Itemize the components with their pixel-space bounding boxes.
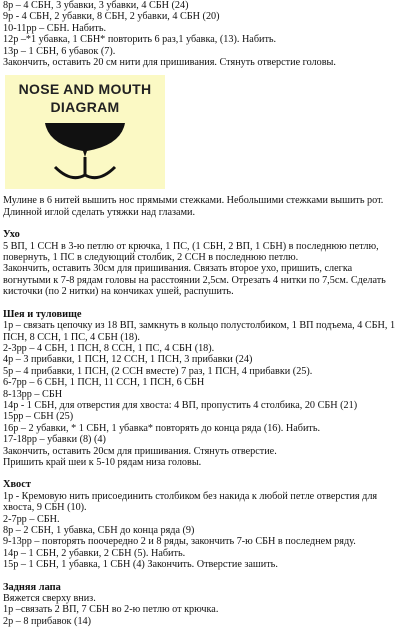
text-line: 14р – 1 СБН, 2 убавки, 2 СБН (5). Набить.	[3, 547, 186, 559]
text-line: 9-13рр – повторять поочередно 2 и 8 ряды, закончить 7-ю СБН в последнем ряду.	[3, 536, 356, 548]
text-line: 12р –*1 убавка, 1 СБН* повторить 6 раз,1 убавка, (13). Набить.	[3, 34, 277, 46]
diagram-title-line2: DIAGRAM	[50, 99, 120, 116]
text-line: Мулине в 6 нитей вышить нос прямыми стежками. Небольшими стежками вышить рот.	[3, 195, 384, 207]
section-heading-ear: Ухо	[3, 229, 20, 241]
text-line: 8р – 2 СБН, 1 убавка, СБН до конца ряда (9)	[3, 525, 195, 536]
section-heading-hind-leg: Задняя лапа	[3, 581, 61, 593]
ear-section	[3, 229, 397, 297]
section-heading-neck: Шея и туловище	[3, 308, 82, 320]
diagram-title-line1: NOSE AND MOUTH	[18, 81, 152, 98]
text-line: вогнутыми к 7-8 рядам головы на расстоянии 2,5см. Отрезать 4 нитки по 7,5см. Сделать	[3, 274, 386, 286]
text-line: 1р –связать 2 ВП, 7 СБН во 2-ю петлю от крючка.	[3, 604, 219, 616]
text-line: 8-13рр – СБН	[3, 388, 63, 400]
text-line: 9р - 4 СБН, 2 убавки, 8 СБН, 2 убавки, 4 СБН (20)	[3, 11, 220, 23]
spacer	[3, 218, 397, 229]
text-line: 2р – 8 прибавок (14)	[3, 615, 92, 627]
spacer	[3, 571, 397, 582]
text-line: 2-7рр – СБН.	[3, 513, 60, 525]
nose-mouth-diagram	[5, 75, 165, 189]
text-line: Пришить край шеи к 5-10 рядам низа головы.	[3, 456, 202, 468]
text-line: 6-7рр – 6 СБН, 1 ПСН, 11 ССН, 1 ПСН, 6 СБН	[3, 377, 205, 389]
tail-section	[3, 479, 397, 570]
text-line: 14р - 1 СБН, для отверстия для хвоста: 4 ВП, пропустить 4 столбика, 20 СБН (21)	[3, 399, 358, 411]
text-line: Вяжется сверху вниз.	[3, 593, 96, 605]
spacer	[3, 468, 397, 479]
head-rows-block	[3, 0, 397, 68]
neck-section	[3, 309, 397, 469]
text-line: хвоста, 9 СБН (10).	[3, 502, 87, 514]
text-line: 2-3рр – 4 СБН, 1 ПСН, 8 ССН, 1 ПС, 4 СБН (18).	[3, 342, 215, 354]
text-line: 13р – 1 СБН, 6 убавок (7).	[3, 45, 116, 57]
text-line: 10-11рр – СБН. Набить.	[3, 22, 107, 34]
text-line: 1р – связать цепочку из 18 ВП, замкнуть в кольцо полустолбиком, 1 ВП подъема, 4 СБН, 1	[3, 320, 396, 332]
text-line: кисточки (по 2 нитки) на кончиках ушей, распушить.	[3, 286, 234, 298]
text-line: 17-18рр – убавки (8) (4)	[3, 434, 106, 446]
section-heading-tail: Хвост	[3, 479, 31, 491]
text-line: 5р – 4 прибавки, 1 ПСН, (2 ССН вместе) 7 раз, 1 ПСН, 4 прибавки (25).	[3, 365, 313, 377]
hind-leg-section	[3, 582, 397, 628]
text-line: Закончить, оставить 20см для пришивания. Стянуть отверстие.	[3, 445, 277, 457]
text-line: 1р - Кремовую нить присоединить столбиком без накида к любой петле отверстия для	[3, 490, 378, 502]
nose-mouth-drawing	[5, 75, 165, 189]
text-line: 15рр – СБН (25)	[3, 411, 74, 423]
text-line: 16р – 2 убавки, * 1 СБН, 1 убавка* повторять до конца ряда (16). Набить.	[3, 422, 321, 434]
nose-shape	[45, 123, 125, 157]
text-line: 5 ВП, 1 ССН в 3-ю петлю от крючка, 1 ПС, (1 СБН, 2 ВП, 1 СБН) в последнюю петлю,	[3, 240, 379, 252]
text-line: Закончить, оставить 30см для пришивания. Связать второе ухо, пришить, слегка	[3, 263, 353, 275]
text-line: Закончить, оставить 20 см нити для пришивания. Стянуть отверстие головы.	[3, 57, 336, 69]
text-line: Длинной иглой сделать утяжки над глазами.	[3, 206, 196, 218]
after-diagram-block	[3, 195, 397, 218]
text-line: ПСН, 8 ССН, 1 ПС, 4 СБН (18).	[3, 331, 140, 343]
text-line: 15р – 1 СБН, 1 убавка, 1 СБН (4) Закончить. Отверстие зашить.	[3, 559, 278, 571]
text-line: 8р – 4 СБН, 3 убавки, 3 убавки, 4 СБН (24)	[3, 0, 189, 11]
text-line: повернуть, 1 ПС в следующий столбик, 2 ССН в последнюю петлю.	[3, 252, 299, 264]
spacer	[3, 298, 397, 309]
text-line: 4р – 3 прибавки, 1 ПСН, 12 ССН, 1 ПСН, 3 прибавки (24)	[3, 354, 253, 366]
